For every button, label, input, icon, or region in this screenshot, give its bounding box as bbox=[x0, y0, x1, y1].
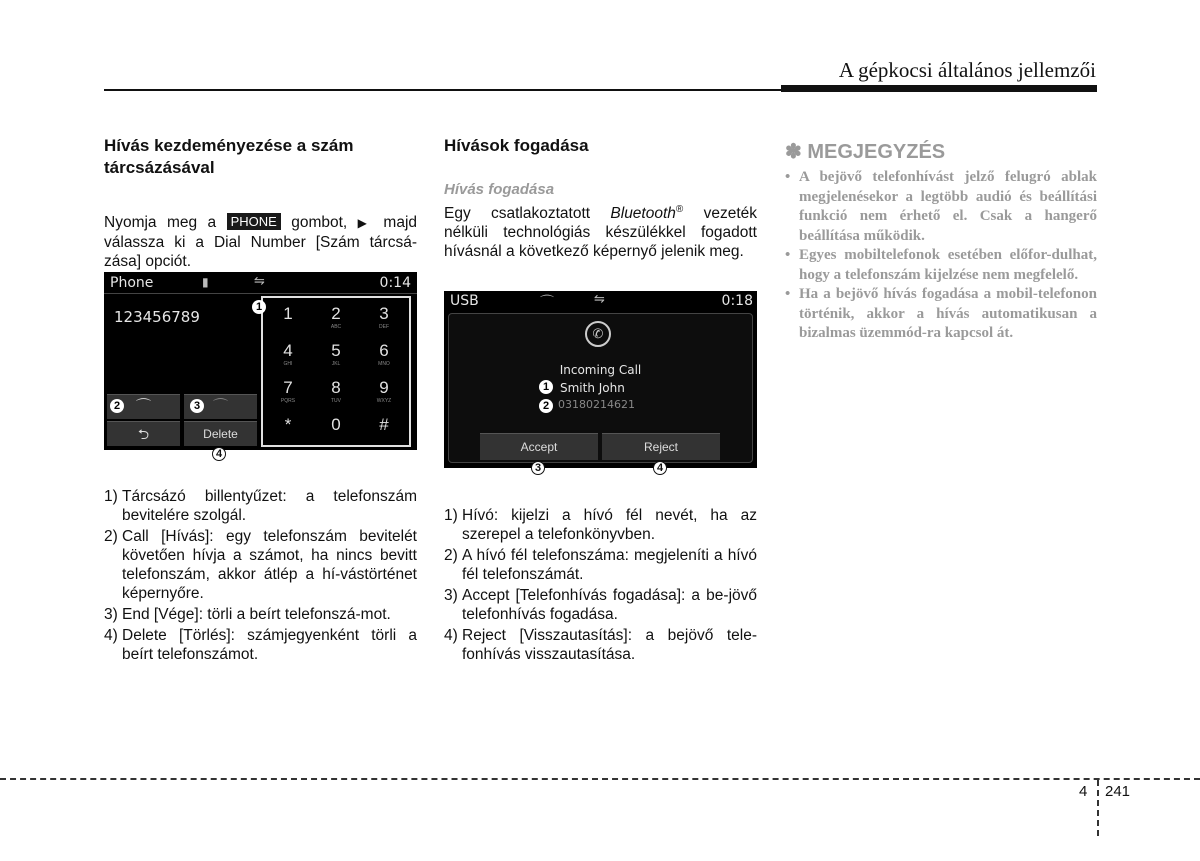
intro2-before: Egy csatlakoztatott bbox=[444, 205, 591, 223]
note-item bbox=[785, 285, 1097, 344]
registered-mark: ® bbox=[675, 204, 684, 215]
intro2-after: vezeték nélküli technológiás készülékkel fogadott hívásnál a következő képernyő jelenik meg. bbox=[444, 205, 758, 261]
callout-2: 2 bbox=[539, 399, 553, 413]
status-divider bbox=[104, 293, 417, 294]
callout-3: 3 bbox=[190, 399, 204, 413]
receiving-subheading: Hívás fogadása bbox=[444, 181, 555, 198]
bluetooth-word: Bluetooth bbox=[610, 205, 676, 223]
chapter-number: 4 bbox=[1079, 783, 1088, 800]
bullet: • bbox=[785, 286, 791, 302]
dial-keypad[interactable] bbox=[261, 296, 411, 447]
back-icon: ⮌ bbox=[137, 426, 150, 442]
key-star[interactable] bbox=[264, 415, 312, 435]
incoming-label: Incoming Call bbox=[559, 363, 642, 377]
note-title: ✽ MEGJEGYZÉS bbox=[785, 141, 946, 163]
call-icon: ⌒ bbox=[135, 398, 151, 415]
intro-text-after: majd válassza ki a Dial Number [Szám tárcsá-zása] opciót. bbox=[104, 214, 418, 270]
header-rule bbox=[104, 89, 781, 91]
item-number: 4) bbox=[104, 627, 118, 644]
key-digit: 4 bbox=[283, 341, 293, 360]
screen2-time: 0:18 bbox=[721, 293, 753, 309]
callout-4: 4 bbox=[653, 461, 667, 475]
item-text: Reject [Visszautasítás]: a bejövő tele-fonhívás visszautasítása. bbox=[462, 627, 757, 663]
intro-text-before: Nyomja meg a bbox=[104, 214, 217, 231]
reject-button[interactable]: Reject bbox=[602, 433, 720, 460]
dialed-number: 123456789 bbox=[114, 308, 200, 326]
dialing-heading: Hívás kezdeményezése a szám tárcsázásával bbox=[104, 136, 354, 177]
key-1[interactable] bbox=[264, 304, 312, 324]
receiving-heading: Hívások fogadása bbox=[444, 136, 589, 155]
item-number: 2) bbox=[104, 528, 118, 545]
incoming-call-screen bbox=[444, 291, 757, 468]
receiving-list bbox=[444, 506, 757, 666]
key-letters: JKL bbox=[331, 361, 341, 367]
usb-icon: ⇋ bbox=[594, 292, 605, 307]
caller-name: Smith John bbox=[560, 381, 625, 395]
list-item bbox=[104, 626, 417, 664]
header-title: A gépkocsi általános jellemzői bbox=[838, 58, 1096, 82]
bullet: • bbox=[785, 247, 791, 263]
key-letters: DEF bbox=[379, 324, 389, 330]
list-item bbox=[104, 487, 417, 525]
delete-button[interactable]: Delete bbox=[184, 421, 257, 446]
header-bar bbox=[781, 85, 1097, 92]
item-text: Tárcsázó billentyűzet: a telefonszám bevitelére szolgál. bbox=[122, 488, 417, 524]
arrow-right-icon: ▶ bbox=[357, 216, 373, 230]
callout-3: 3 bbox=[531, 461, 545, 475]
key-digit: 6 bbox=[379, 341, 389, 360]
footer-dashed-rule bbox=[0, 778, 1200, 780]
key-digit: 0 bbox=[331, 415, 341, 434]
back-button[interactable] bbox=[107, 421, 180, 446]
caller-number: 03180214621 bbox=[558, 398, 635, 411]
page-number: 241 bbox=[1105, 783, 1131, 800]
incoming-call-icon: ✆ bbox=[585, 321, 611, 347]
item-text: Call [Hívás]: egy telefonszám bevitelét követően hívja a számot, ha nincs bevitt telefonszám, akkor átlép a hí-vástörténet képernyőre. bbox=[122, 528, 417, 602]
accept-button[interactable]: Accept bbox=[480, 433, 598, 460]
key-letters: MNO bbox=[378, 361, 390, 367]
bluetooth-icon: ▮ bbox=[202, 275, 209, 289]
key-letters: TUV bbox=[331, 398, 341, 404]
key-digit: 5 bbox=[331, 341, 341, 360]
key-digit: 3 bbox=[379, 304, 389, 323]
item-number: 1) bbox=[104, 488, 118, 505]
key-letters: WXYZ bbox=[376, 398, 392, 404]
callout-4: 4 bbox=[212, 447, 226, 461]
key-6[interactable] bbox=[360, 341, 408, 367]
key-3[interactable] bbox=[360, 304, 408, 330]
bullet: • bbox=[785, 169, 791, 185]
note-item bbox=[785, 168, 1097, 246]
key-digit: * bbox=[284, 415, 292, 434]
item-number: 3) bbox=[104, 606, 118, 623]
column-dialing bbox=[104, 135, 417, 271]
key-digit: 2 bbox=[331, 304, 341, 323]
item-text: Delete [Törlés]: számjegyenként törli a beírt telefonszámot. bbox=[122, 627, 417, 663]
note-text: A bejövő telefonhívást jelző felugró ablak megjelenésekor a legtöbb audió és beállítási funkció nem érhető el. Csak a hangerő beállítása működik. bbox=[799, 169, 1097, 244]
key-digit: 1 bbox=[283, 304, 293, 323]
phone-icon: ⌒ bbox=[540, 295, 554, 311]
item-text: A hívó fél telefonszáma: megjeleníti a hívó fél telefonszámát. bbox=[462, 547, 757, 583]
item-text: Hívó: kijelzi a hívó fél nevét, ha az szerepel a telefonkönyvben. bbox=[462, 507, 757, 543]
key-digit: 9 bbox=[379, 378, 389, 397]
dialing-list bbox=[104, 487, 417, 666]
key-5[interactable] bbox=[312, 341, 360, 367]
column-note bbox=[785, 135, 1097, 344]
item-number: 3) bbox=[444, 587, 458, 604]
key-letters: PQRS bbox=[280, 398, 296, 404]
screen-title: Phone bbox=[110, 275, 154, 291]
item-number: 4) bbox=[444, 627, 458, 644]
intro-text-mid: gombot, bbox=[291, 214, 348, 231]
phone-key-label: PHONE bbox=[227, 213, 281, 230]
list-item bbox=[444, 546, 757, 584]
phone-dialer-screen bbox=[104, 272, 417, 450]
screen2-source: USB bbox=[450, 293, 479, 309]
receiving-items bbox=[444, 506, 757, 664]
key-7[interactable] bbox=[264, 378, 312, 404]
key-digit: # bbox=[379, 415, 389, 434]
callout-2: 2 bbox=[110, 399, 124, 413]
end-call-icon: ⌒ bbox=[212, 398, 228, 415]
note-text: Egyes mobiltelefonok esetében előfor-dulhat, hogy a telefonszám kijelzése nem megfelelő. bbox=[799, 247, 1097, 283]
column-receiving bbox=[444, 135, 757, 261]
list-item bbox=[104, 605, 417, 624]
key-9[interactable] bbox=[360, 378, 408, 404]
list-item bbox=[104, 527, 417, 603]
receiving-intro bbox=[444, 200, 757, 261]
item-number: 1) bbox=[444, 507, 458, 524]
item-number: 2) bbox=[444, 547, 458, 564]
key-letters: GHI bbox=[283, 361, 293, 367]
item-text: Accept [Telefonhívás fogadása]: a be-jövő telefonhívás fogadása. bbox=[462, 587, 757, 623]
dialing-items bbox=[104, 487, 417, 664]
screen-time: 0:14 bbox=[379, 275, 411, 291]
key-4[interactable] bbox=[264, 341, 312, 367]
key-0[interactable] bbox=[312, 415, 360, 435]
list-item bbox=[444, 586, 757, 624]
key-digit: 8 bbox=[331, 378, 341, 397]
note-item bbox=[785, 246, 1097, 285]
usb-icon: ⇋ bbox=[254, 274, 265, 289]
dialing-intro bbox=[104, 213, 417, 271]
key-letters: ABC bbox=[330, 324, 342, 330]
list-item bbox=[444, 626, 757, 664]
footer-dashed-divider bbox=[1097, 780, 1099, 836]
key-2[interactable] bbox=[312, 304, 360, 330]
item-text: End [Vége]: törli a beírt telefonszá-mot. bbox=[122, 606, 391, 623]
note-text: Ha a bejövő hívás fogadása a mobil-telefonon történik, akkor a hívás automatikusan a bizalmas üzemmód-ra kapcsol át. bbox=[799, 286, 1097, 341]
key-hash[interactable] bbox=[360, 415, 408, 435]
callout-1: 1 bbox=[539, 380, 553, 394]
list-item bbox=[444, 506, 757, 544]
key-8[interactable] bbox=[312, 378, 360, 404]
callout-1: 1 bbox=[252, 300, 266, 314]
key-digit: 7 bbox=[283, 378, 293, 397]
note-list bbox=[785, 168, 1097, 344]
